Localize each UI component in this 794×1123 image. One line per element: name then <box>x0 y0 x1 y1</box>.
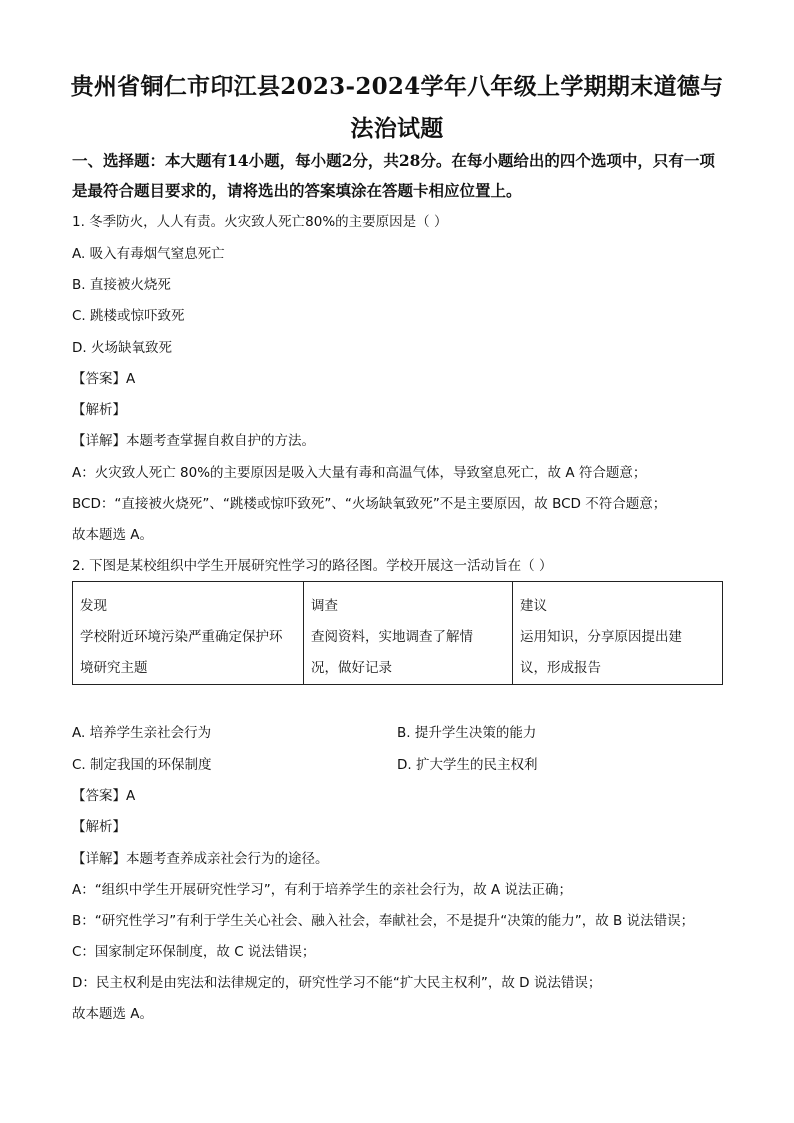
q2-explain-line: D：民主权利是由宪法和法律规定的，研究性学习不能“扩大民主权利”，故 D 说法错误； <box>72 975 602 991</box>
q2-explain-line: A：“组织中学生开展研究性学习”，有利于培养学生的亲社会行为，故 A 说法正确； <box>72 882 573 898</box>
q1-option-c: C. 跳楼或惊吓致死 <box>72 308 185 324</box>
q2-detail: 【详解】本题考查养成亲社会行为的途径。 <box>72 851 329 867</box>
cell-text: 查阅资料，实地调查了解情 <box>311 629 473 645</box>
cell-text: 议，形成报告 <box>520 660 601 676</box>
q2-answer: 【答案】A <box>72 788 136 804</box>
q2-explain-line: B：“研究性学习”有利于学生关心社会、融入社会，奉献社会，不是提升“决策的能力”，故 B 说法错误； <box>72 913 695 929</box>
q1-option-d: D. 火场缺氧致死 <box>72 340 172 356</box>
table-cell-investigate <box>304 582 513 685</box>
question-1-stem: 1. 冬季防火，人人有责。火灾致人死亡80%的主要原因是（ ） <box>72 214 448 230</box>
document-title: 贵州省铜仁市印江县2023-2024学年八年级上学期期末道德与法治试题 <box>70 73 724 142</box>
q2-explain-line: 故本题选 A。 <box>72 1006 154 1022</box>
q1-option-a: A. 吸入有毒烟气窒息死亡 <box>72 246 225 262</box>
q2-option-d: D. 扩大学生的民主权利 <box>397 757 538 773</box>
cell-text: 况，做好记录 <box>311 660 392 676</box>
cell-header: 发现 <box>80 598 107 614</box>
q1-explain-line: 故本题选 A。 <box>72 527 154 543</box>
table-cell-discover <box>73 582 304 685</box>
cell-text: 境研究主题 <box>80 660 148 676</box>
q2-option-a: A. 培养学生亲社会行为 <box>72 725 212 741</box>
cell-text: 学校附近环境污染严重确定保护环 <box>80 629 283 645</box>
research-path-table <box>72 581 723 685</box>
q2-analysis-label: 【解析】 <box>72 819 126 835</box>
q1-answer: 【答案】A <box>72 371 136 387</box>
table-cell-suggest <box>513 582 723 685</box>
question-2-stem: 2. 下图是某校组织中学生开展研究性学习的路径图。学校开展这一活动旨在（ ） <box>72 558 553 574</box>
q2-option-b: B. 提升学生决策的能力 <box>397 725 537 741</box>
q2-option-c: C. 制定我国的环保制度 <box>72 757 212 773</box>
q2-explain-line: C：国家制定环保制度，故 C 说法错误； <box>72 944 316 960</box>
q1-option-b: B. 直接被火烧死 <box>72 277 171 293</box>
table-row <box>73 582 723 685</box>
q1-explain-line: A：火灾致人死亡 80%的主要原因是吸入大量有毒和高温气体，导致窒息死亡，故 A 符合题意； <box>72 465 647 481</box>
cell-text: 运用知识，分享原因提出建 <box>520 629 682 645</box>
cell-header: 调查 <box>311 598 338 614</box>
section-header: 一、选择题：本大题有14小题，每小题2分，共28分。在每小题给出的四个选项中，只有一项是最符合题目要求的，请将选出的答案填涂在答题卡相应位置上。 <box>72 151 715 200</box>
q1-explain-line: BCD：“直接被火烧死”、“跳楼或惊吓致死”、“火场缺氧致死”不是主要原因，故 BCD 不符合题意； <box>72 496 667 512</box>
q1-detail: 【详解】本题考查掌握自救自护的方法。 <box>72 433 315 449</box>
q1-analysis-label: 【解析】 <box>72 402 126 418</box>
cell-header: 建议 <box>520 598 547 614</box>
